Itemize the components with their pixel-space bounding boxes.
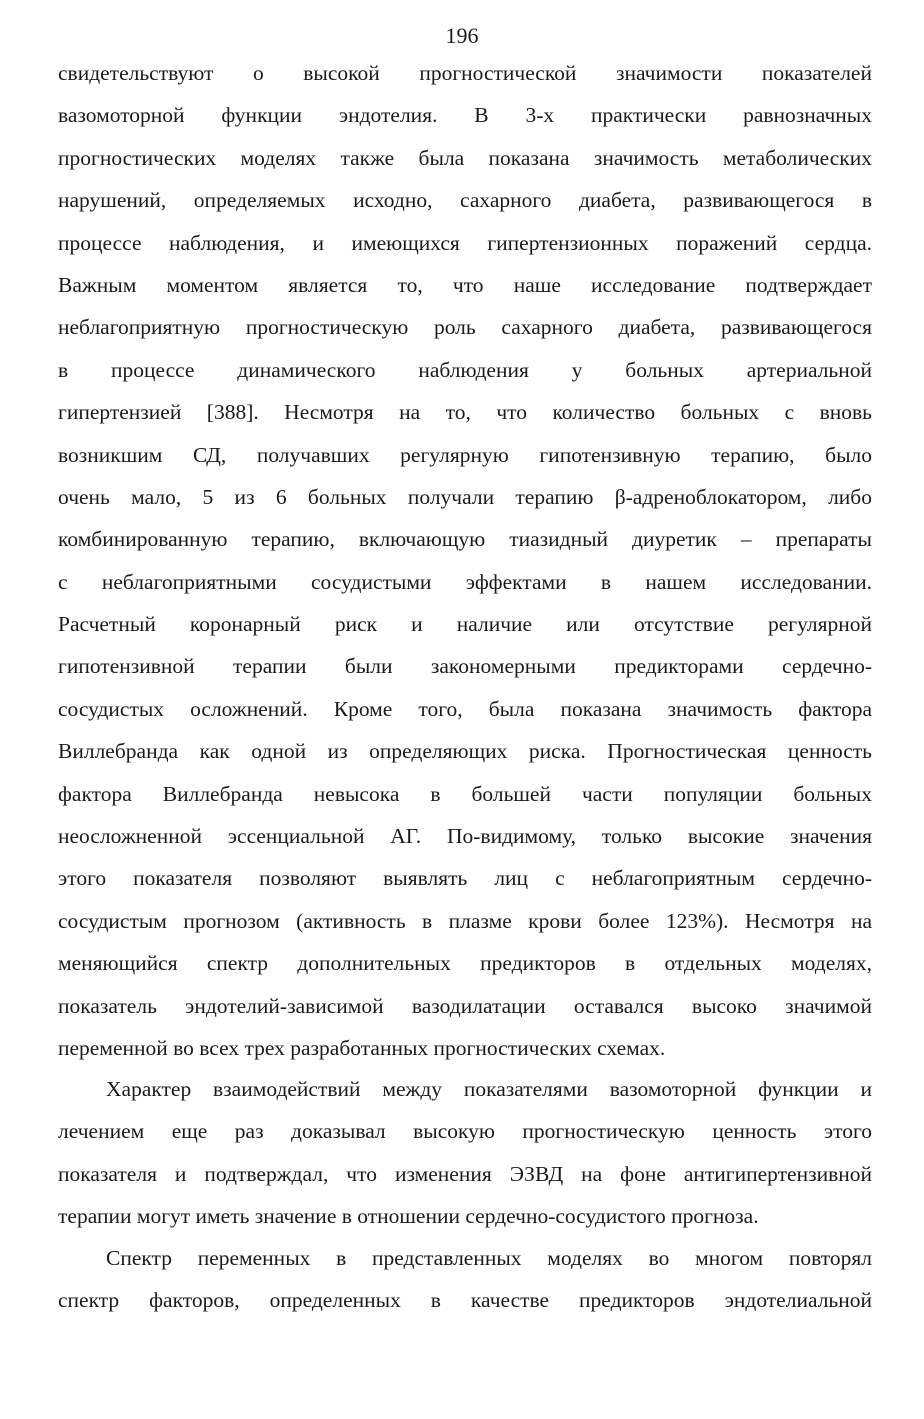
text-line: Характер взаимодействий между показателями вазомоторной функции и <box>106 1077 872 1101</box>
text-line: Важным моментом является то, что наше исследование подтверждает <box>58 272 872 297</box>
page-number: 196 <box>445 23 479 48</box>
text-line: прогностических моделях также была показана значимость метаболических <box>58 145 872 170</box>
text-line: процессе наблюдения, и имеющихся гипертензионных поражений сердца. <box>58 230 872 255</box>
text-line: свидетельствуют о высокой прогностической значимости показателей <box>58 61 872 85</box>
text-line: гипертензией [388]. Несмотря на то, что количество больных с вновь <box>58 400 872 425</box>
text-line: возникшим СД, получавших регулярную гипотензивную терапию, было <box>58 442 872 467</box>
text-line: спектр факторов, определенных в качестве предикторов эндотелиальной <box>58 1288 872 1313</box>
paragraph-2 <box>58 1068 872 1238</box>
text-line: Спектр переменных в представленных моделях во многом повторял <box>106 1246 872 1270</box>
text-line: очень мало, 5 из 6 больных получали терапию β-адреноблокатором, либо <box>58 484 872 509</box>
text-line: сосудистых осложнений. Кроме того, была показана значимость фактора <box>58 696 872 721</box>
text-line: в процессе динамического наблюдения у больных артериальной <box>58 357 872 382</box>
text-line: Виллебранда как одной из определяющих риска. Прогностическая ценность <box>58 739 872 764</box>
text-line: показателя и подтверждал, что изменения ЭЗВД на фоне антигипертензивной <box>58 1161 872 1186</box>
text-line: этого показателя позволяют выявлять лиц с неблагоприятным сердечно- <box>58 866 872 891</box>
text-line: Расчетный коронарный риск и наличие или отсутствие регулярной <box>58 612 872 637</box>
paragraph-1 <box>58 52 872 1069</box>
text-line: вазомоторной функции эндотелия. В 3-х практически равнозначных <box>58 103 872 128</box>
text-line: меняющийся спектр дополнительных предикторов в отдельных моделях, <box>58 951 872 976</box>
text-line: переменной во всех трех разработанных прогностических схемах. <box>58 1035 666 1060</box>
text-line: с неблагоприятными сосудистыми эффектами в нашем исследовании. <box>58 569 872 594</box>
text-line: комбинированную терапию, включающую тиазидный диуретик – препараты <box>58 527 872 552</box>
paragraph-3 <box>58 1237 872 1322</box>
text-line: показатель эндотелий-зависимой вазодилатации оставался высоко значимой <box>58 993 872 1018</box>
text-line: сосудистым прогнозом (активность в плазме крови более 123%). Несмотря на <box>58 908 872 933</box>
text-line: фактора Виллебранда невысока в большей части популяции больных <box>58 781 872 806</box>
text-line: лечением еще раз доказывал высокую прогностическую ценность этого <box>58 1119 872 1144</box>
text-line: неблагоприятную прогностическую роль сахарного диабета, развивающегося <box>58 315 872 340</box>
text-line: гипотензивной терапии были закономерными предикторами сердечно- <box>58 654 872 679</box>
text-line: нарушений, определяемых исходно, сахарного диабета, развивающегося в <box>58 188 872 213</box>
text-line: терапии могут иметь значение в отношении сердечно-сосудистого прогноза. <box>58 1204 759 1229</box>
text-line: неосложненной эссенциальной АГ. По-видимому, только высокие значения <box>58 824 872 849</box>
